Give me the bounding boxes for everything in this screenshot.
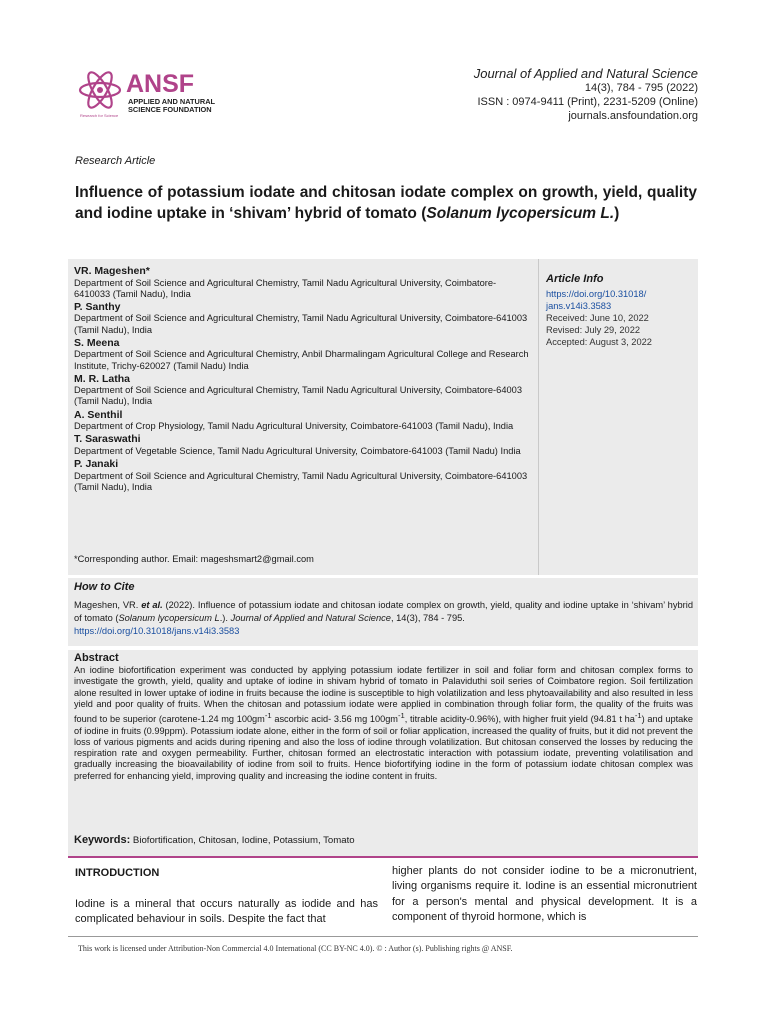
title-species: Solanum lycopersicum L. — [426, 205, 615, 222]
corresponding-author: *Corresponding author. Email: mageshsmart2@gmail.com — [74, 554, 314, 564]
svg-text:Research for Science: Research for Science — [80, 113, 119, 118]
keywords-label: Keywords: — [74, 834, 131, 846]
received-date: Received: June 10, 2022 — [546, 313, 649, 323]
author-entry — [74, 301, 529, 336]
accepted-date: Accepted: August 3, 2022 — [546, 337, 652, 347]
box-divider — [538, 259, 539, 575]
section-divider — [68, 856, 698, 858]
author-name: VR. Mageshen* — [74, 265, 150, 277]
citation-doi-link[interactable]: https://doi.org/10.31018/jans.v14i3.3583 — [74, 626, 240, 636]
author-name: S. Meena — [74, 336, 120, 349]
license-footer: This work is licensed under Attribution-Non Commercial 4.0 International (CC BY-NC 4.0). © : Author (s). Publishing rights @ ANSF. — [78, 944, 513, 953]
svg-text:APPLIED AND NATURAL: APPLIED AND NATURAL — [128, 97, 216, 106]
article-info — [546, 273, 694, 348]
author-affiliation: Department of Soil Science and Agricultural Chemistry, Tamil Nadu Agricultural University, Coimbatore-64003 (Tamil Nadu), India — [74, 385, 522, 407]
keywords — [74, 834, 355, 846]
abstract-text: An iodine biofortification experiment was conducted by applying potassium iodate fertilizer in soil and foliar form and chitosan complex forms to investigate the growth, yield, quality and uptake of iodine in shivam hybrid of tomato in Palaviduthi soil series of Coimbatore region. Soil fertilization alone resulted in lower uptake of iodine in fruits because the iodine is susceptible to high volatilization and less phytoavailability and also resulted in less yield and poor quality of fruits. When the chitosan and potassium iodate were applied in combination through foliar form, the quality of the fruits was found to be superior (carotene-1.24 mg $100gm^{-1}$ ascorbic acid- 3.56 mg $100gm^{-1}$, titrable acidity-0.96%), with higher fruit yield (94.81 t $ha^{-1}$) and uptake of iodine in fruits (0.99ppm). Potassium iodate alone, either in the form of soil or foliar application, increased the quality of fruits, but it did not prevent the loss of various pigments and acids during ripening and also the loss of iodine through volatilization. But chitosan conserved the losses by reducing the respiration rate and oxygen permeability. Further, chitosan formed an electrostatic interaction with potassium iodate, preventing volatilisation and gradually increasing the bioavailability of iodine from soil to fruits. Hence biofortifying iodine in the form of potassium iodate chitosan complex was preferred for enhancing yield, improving quality and increasing the iodine content in fruits. — [74, 665, 693, 781]
author-name: M. R. Latha — [74, 372, 131, 385]
journal-website[interactable]: journals.ansfoundation.org — [568, 110, 698, 122]
revised-date: Revised: July 29, 2022 — [546, 325, 641, 335]
abstract-box — [68, 650, 698, 858]
abstract-title: Abstract — [74, 652, 119, 664]
journal-name: Journal of Applied and Natural Science — [473, 66, 698, 81]
author-affiliation: Department of Soil Science and Agricultural Chemistry, Anbil Dharmalingam Agricultural College and Research Institute, Trichy-620027 (Tamil Nadu) India — [74, 349, 529, 371]
author-name: P. Janaki — [74, 458, 119, 471]
author-entry — [74, 373, 529, 408]
svg-text:ANSF: ANSF — [126, 70, 195, 98]
author-entry — [74, 433, 529, 457]
svg-text:SCIENCE FOUNDATION: SCIENCE FOUNDATION — [128, 105, 212, 114]
author-name: A. Senthil — [74, 408, 123, 421]
footer-divider — [68, 936, 698, 937]
author-list — [74, 265, 529, 494]
article-info-title: Article Info — [546, 273, 604, 285]
doi-link[interactable]: https://doi.org/10.31018/ jans.v14i3.3583 — [546, 289, 647, 311]
author-affiliation: Department of Soil Science and Agricultural Chemistry, Tamil Nadu Agricultural University, Coimbatore-6410033 (Tamil Nadu), India — [74, 277, 497, 299]
citation-text: Mageshen, VR. et al. (2022). Influence of potassium iodate and chitosan iodate complex on growth, yield, quality and iodine uptake in ‘shivam’ hybrid of tomato (Solanum lycopersicum L.). Journal of Applied and Natural Science, 14(3), 784 - 795. https://doi.org/10.31018/jans.v14i3.3583 — [74, 600, 694, 636]
ansf-logo — [78, 64, 248, 122]
journal-volume: 14(3), 784 - 795 (2022) — [584, 82, 698, 94]
keywords-list: Biofortification, Chitosan, Iodine, Potassium, Tomato — [130, 835, 355, 846]
introduction-heading: INTRODUCTION — [75, 867, 160, 879]
intro-right-column: higher plants do not consider iodine to be a micronutrient, living organisms require it. Iodine is an essential micronutrient for a person's mental and physical development. It is a component of thyroid hormone, which is — [392, 865, 697, 923]
paper-title: Influence of potassium iodate and chitosan iodate complex on growth, yield, quality and iodine uptake in ‘shivam’ hybrid of tomato (Solanum lycopersicum L.) — [75, 184, 697, 222]
how-to-cite-box — [68, 578, 698, 646]
author-affiliation: Department of Soil Science and Agricultural Chemistry, Tamil Nadu Agricultural University, Coimbatore-641003 (Tamil Nadu), India — [74, 313, 528, 335]
author-entry — [74, 337, 529, 372]
author-affiliation: Department of Vegetable Science, Tamil Nadu Agricultural University, Coimbatore-641003 (Tamil Nadu) India — [74, 445, 521, 456]
author-entry — [74, 265, 529, 300]
journal-issn: ISSN : 0974-9411 (Print), 2231-5209 (Online) — [477, 96, 698, 108]
how-to-cite-title: How to Cite — [74, 581, 135, 593]
author-entry — [74, 409, 529, 433]
author-name: T. Saraswathi — [74, 433, 141, 446]
author-affiliation: Department of Soil Science and Agricultural Chemistry, Tamil Nadu Agricultural University, Coimbatore-641003 (Tamil Nadu), India — [74, 470, 528, 492]
author-box — [68, 259, 698, 575]
intro-left-column: Iodine is a mineral that occurs naturally as iodide and has complicated behaviour in soils. Despite the fact that — [75, 898, 378, 926]
author-entry — [74, 458, 529, 493]
author-affiliation: Department of Crop Physiology, Tamil Nadu Agricultural University, Coimbatore-641003 (Tamil Nadu), India — [74, 421, 514, 432]
article-type: Research Article — [75, 155, 156, 167]
journal-header — [474, 67, 698, 123]
author-name: P. Santhy — [74, 300, 121, 313]
atom-icon — [80, 69, 120, 111]
